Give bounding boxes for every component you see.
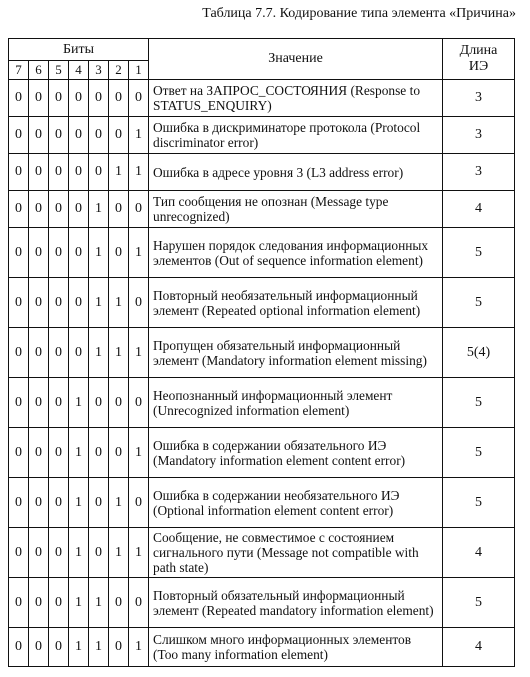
length-cell: 5 <box>443 378 515 428</box>
table-caption: Таблица 7.7. Кодирование типа элемента «Причина» <box>202 6 516 21</box>
bit-cell: 0 <box>49 328 69 378</box>
bit-cell: 0 <box>9 117 29 154</box>
table-row <box>9 154 515 191</box>
bit-cell: 1 <box>109 478 129 528</box>
bit-cell: 0 <box>9 378 29 428</box>
bit-cell: 0 <box>89 378 109 428</box>
bit-cell: 0 <box>69 191 89 228</box>
meaning-cell: Ошибка в содержании обязательного ИЭ (Mandatory information element content error) <box>149 428 443 478</box>
bit-number-6: 6 <box>29 61 49 80</box>
table-row <box>9 191 515 228</box>
meaning-cell: Пропущен обязательный информационный элемент (Mandatory information element missing) <box>149 328 443 378</box>
bit-cell: 0 <box>129 191 149 228</box>
bit-cell: 1 <box>69 528 89 578</box>
table-row <box>9 478 515 528</box>
table-row <box>9 378 515 428</box>
bit-cell: 1 <box>129 528 149 578</box>
length-cell: 5 <box>443 278 515 328</box>
bit-cell: 0 <box>49 278 69 328</box>
bit-cell: 0 <box>29 478 49 528</box>
bit-cell: 0 <box>69 328 89 378</box>
meaning-cell: Сообщение, не совместимое с состоянием сигнального пути (Message not compatible with path state) <box>149 528 443 578</box>
meaning-cell: Ошибка в дискриминаторе протокола (Protocol discriminator error) <box>149 117 443 154</box>
bit-cell: 1 <box>89 191 109 228</box>
bit-cell: 0 <box>29 578 49 628</box>
bit-cell: 0 <box>89 528 109 578</box>
bit-cell: 1 <box>69 478 89 528</box>
bit-cell: 1 <box>109 328 129 378</box>
length-cell: 3 <box>443 80 515 117</box>
bit-cell: 0 <box>9 278 29 328</box>
bit-cell: 0 <box>29 628 49 667</box>
table-row <box>9 328 515 378</box>
bit-cell: 0 <box>129 578 149 628</box>
bit-cell: 0 <box>89 80 109 117</box>
bit-cell: 0 <box>109 428 129 478</box>
bit-cell: 0 <box>49 378 69 428</box>
bit-cell: 0 <box>49 80 69 117</box>
bit-number-2: 2 <box>109 61 129 80</box>
bit-cell: 1 <box>109 528 129 578</box>
bit-cell: 0 <box>9 154 29 191</box>
bit-cell: 1 <box>109 154 129 191</box>
bit-cell: 1 <box>89 628 109 667</box>
table-row <box>9 117 515 154</box>
bit-number-1: 1 <box>129 61 149 80</box>
bit-number-4: 4 <box>69 61 89 80</box>
bit-cell: 1 <box>129 328 149 378</box>
meaning-cell: Нарушен порядок следования информационных элементов (Out of sequence information element) <box>149 228 443 278</box>
bit-cell: 1 <box>69 578 89 628</box>
length-cell: 4 <box>443 528 515 578</box>
bit-cell: 1 <box>89 228 109 278</box>
meaning-cell: Тип сообщения не опознан (Message type unrecognized) <box>149 191 443 228</box>
bit-cell: 0 <box>49 191 69 228</box>
table-body <box>9 80 515 667</box>
meaning-cell: Ошибка в адресе уровня 3 (L3 address error) <box>149 154 443 191</box>
length-cell: 5 <box>443 428 515 478</box>
bit-cell: 1 <box>89 578 109 628</box>
table-row <box>9 228 515 278</box>
bit-cell: 0 <box>9 328 29 378</box>
bit-cell: 0 <box>69 80 89 117</box>
bit-cell: 0 <box>89 117 109 154</box>
bit-cell: 0 <box>69 117 89 154</box>
bit-number-5: 5 <box>49 61 69 80</box>
bit-cell: 0 <box>49 154 69 191</box>
bit-cell: 0 <box>89 154 109 191</box>
length-cell: 4 <box>443 628 515 667</box>
table-row <box>9 578 515 628</box>
bit-cell: 0 <box>29 154 49 191</box>
bit-cell: 0 <box>109 228 129 278</box>
bit-cell: 0 <box>9 228 29 278</box>
bit-cell: 0 <box>29 191 49 228</box>
table-row <box>9 528 515 578</box>
cause-coding-table <box>8 38 515 667</box>
bit-cell: 0 <box>29 528 49 578</box>
bit-cell: 0 <box>129 278 149 328</box>
bit-cell: 0 <box>109 191 129 228</box>
bit-cell: 0 <box>9 528 29 578</box>
bit-cell: 0 <box>29 278 49 328</box>
bit-cell: 0 <box>49 578 69 628</box>
meaning-cell: Слишком много информационных элементов (Too many information element) <box>149 628 443 667</box>
meaning-cell: Повторный обязательный информационный элемент (Repeated mandatory information element) <box>149 578 443 628</box>
bit-cell: 0 <box>9 578 29 628</box>
bit-cell: 0 <box>109 378 129 428</box>
bit-cell: 0 <box>49 528 69 578</box>
bit-cell: 0 <box>129 478 149 528</box>
bit-cell: 0 <box>109 117 129 154</box>
bit-cell: 1 <box>69 428 89 478</box>
bit-cell: 0 <box>89 428 109 478</box>
bit-cell: 0 <box>69 154 89 191</box>
bit-cell: 0 <box>89 478 109 528</box>
bit-cell: 0 <box>29 117 49 154</box>
table-row <box>9 80 515 117</box>
bit-cell: 0 <box>49 117 69 154</box>
bit-number-3: 3 <box>89 61 109 80</box>
bit-cell: 0 <box>109 628 129 667</box>
length-cell: 5(4) <box>443 328 515 378</box>
bit-cell: 0 <box>69 278 89 328</box>
bit-cell: 0 <box>29 228 49 278</box>
length-header: Длина ИЭ <box>443 39 515 80</box>
bit-cell: 0 <box>9 628 29 667</box>
bit-cell: 0 <box>29 428 49 478</box>
bit-cell: 1 <box>89 328 109 378</box>
bit-cell: 0 <box>9 80 29 117</box>
bit-cell: 1 <box>69 628 89 667</box>
meaning-cell: Неопознанный информационный элемент (Unrecognized information element) <box>149 378 443 428</box>
bit-cell: 0 <box>129 80 149 117</box>
bit-cell: 0 <box>9 191 29 228</box>
bit-cell: 0 <box>49 628 69 667</box>
meaning-cell: Ошибка в содержании необязательного ИЭ (Optional information element content error) <box>149 478 443 528</box>
length-cell: 3 <box>443 117 515 154</box>
bit-cell: 1 <box>69 378 89 428</box>
bit-cell: 0 <box>109 578 129 628</box>
bit-cell: 0 <box>9 428 29 478</box>
length-cell: 4 <box>443 191 515 228</box>
bit-cell: 0 <box>49 428 69 478</box>
bit-cell: 1 <box>129 428 149 478</box>
length-cell: 3 <box>443 154 515 191</box>
table-row <box>9 628 515 667</box>
bit-cell: 1 <box>129 628 149 667</box>
bits-header: Биты <box>9 39 149 61</box>
bit-number-7: 7 <box>9 61 29 80</box>
bit-cell: 1 <box>129 117 149 154</box>
table-row <box>9 278 515 328</box>
bit-cell: 1 <box>129 154 149 191</box>
bit-cell: 0 <box>69 228 89 278</box>
length-cell: 5 <box>443 228 515 278</box>
meaning-cell: Повторный необязательный информационный элемент (Repeated optional information element) <box>149 278 443 328</box>
bit-cell: 1 <box>109 278 129 328</box>
bit-cell: 0 <box>49 478 69 528</box>
meaning-cell: Ответ на ЗАПРОС_СОСТОЯНИЯ (Response to STATUS_ENQUIRY) <box>149 80 443 117</box>
length-cell: 5 <box>443 478 515 528</box>
bit-cell: 0 <box>49 228 69 278</box>
bit-cell: 0 <box>29 328 49 378</box>
meaning-header: Значение <box>149 39 443 80</box>
bit-cell: 0 <box>9 478 29 528</box>
bit-cell: 1 <box>89 278 109 328</box>
bit-cell: 0 <box>109 80 129 117</box>
bit-cell: 0 <box>29 378 49 428</box>
bit-cell: 0 <box>29 80 49 117</box>
bit-cell: 1 <box>129 228 149 278</box>
length-cell: 5 <box>443 578 515 628</box>
bit-cell: 0 <box>129 378 149 428</box>
table-row <box>9 428 515 478</box>
